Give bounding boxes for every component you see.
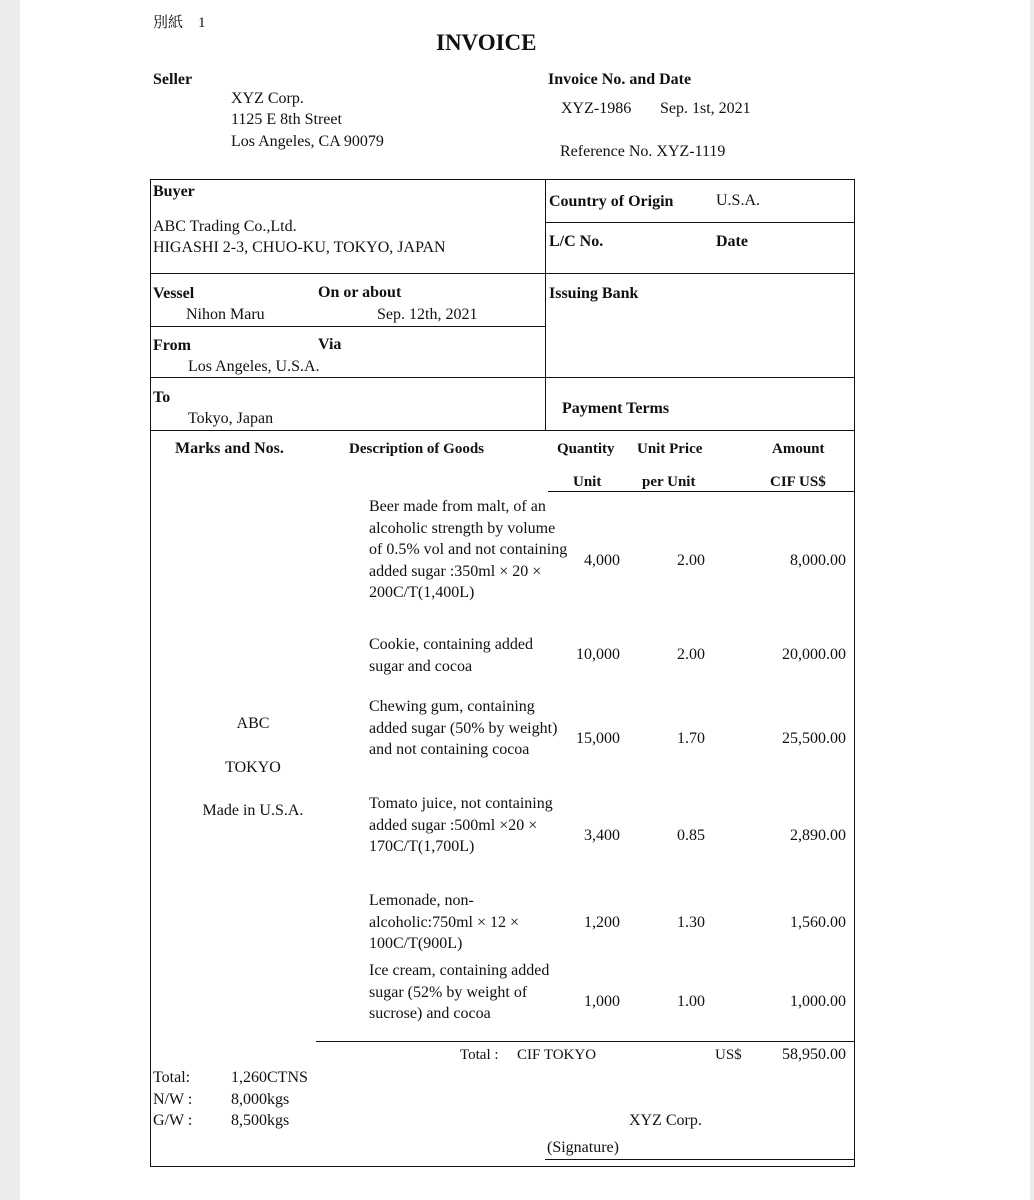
- gross-weight-label: G/W :: [153, 1112, 193, 1129]
- from-value: Los Angeles, U.S.A.: [188, 358, 320, 375]
- item-quantity: 15,000: [576, 730, 620, 747]
- payment-terms-label: Payment Terms: [562, 400, 670, 417]
- signature-label: (Signature): [547, 1139, 619, 1156]
- vessel-label: Vessel: [153, 285, 195, 302]
- item-quantity: 3,400: [584, 827, 620, 844]
- issuing-bank-label: Issuing Bank: [549, 285, 639, 302]
- lc-date-label: Date: [716, 233, 748, 250]
- buyer-label: Buyer: [153, 183, 195, 200]
- item-description: Beer made from malt, of an alcoholic strength by volume of 0.5% vol and not containing added sugar :350ml × 20 × 200C/T(1,400L): [369, 498, 568, 601]
- quantity-unit-header: Unit: [573, 474, 602, 490]
- item-amount: 1,560.00: [790, 914, 846, 931]
- invoice-page: [20, 0, 1030, 1200]
- marks-line-3: Made in U.S.A.: [202, 802, 304, 819]
- center-divider: [545, 179, 546, 430]
- buyer-divider: [150, 273, 855, 274]
- item-quantity: 4,000: [584, 552, 620, 569]
- packing-total-value: 1,260CTNS: [231, 1069, 308, 1086]
- item-description: Cookie, containing added sugar and cocoa: [369, 636, 533, 675]
- item-description: Lemonade, non-alcoholic:750ml × 12 × 100C/T(900L): [369, 892, 520, 952]
- invoice-number: XYZ-1986: [561, 100, 632, 117]
- buyer-address: HIGASHI 2-3, CHUO-KU, TOKYO, JAPAN: [153, 239, 446, 256]
- vessel-divider: [150, 326, 545, 327]
- seller-address-2: Los Angeles, CA 90079: [231, 133, 384, 150]
- amount-header: Amount: [772, 441, 825, 457]
- invoice-no-label: Invoice No. and Date: [548, 71, 692, 88]
- on-or-about-label: On or about: [318, 284, 402, 301]
- item-quantity: 1,200: [584, 914, 620, 931]
- origin-label: Country of Origin: [549, 193, 674, 210]
- signature-line: [545, 1159, 855, 1160]
- gross-weight-value: 8,500kgs: [231, 1112, 290, 1129]
- total-amount: 58,950.00: [782, 1046, 846, 1063]
- marks-line-1: ABC: [236, 715, 270, 732]
- buyer-name: ABC Trading Co.,Ltd.: [153, 218, 297, 235]
- item-unit-price: 0.85: [677, 827, 705, 844]
- via-label: Via: [318, 336, 342, 353]
- page-title: INVOICE: [436, 30, 537, 55]
- from-divider: [150, 377, 855, 378]
- quantity-header: Quantity: [557, 441, 615, 457]
- invoice-date: Sep. 1st, 2021: [660, 100, 751, 117]
- lc-label: L/C No.: [549, 233, 604, 250]
- amount-unit-header: CIF US$: [770, 474, 826, 490]
- signature-company: XYZ Corp.: [629, 1112, 702, 1129]
- description-header: Description of Goods: [349, 441, 484, 457]
- column-header-underline: [548, 491, 855, 492]
- item-amount: 25,500.00: [782, 730, 846, 747]
- vessel-value: Nihon Maru: [186, 306, 265, 323]
- to-label: To: [153, 389, 171, 406]
- table-header-divider: [150, 430, 855, 431]
- item-quantity: 1,000: [584, 993, 620, 1010]
- item-quantity: 10,000: [576, 646, 620, 663]
- item-amount: 1,000.00: [790, 993, 846, 1010]
- unit-price-unit-header: per Unit: [642, 474, 696, 490]
- item-amount: 20,000.00: [782, 646, 846, 663]
- seller-name: XYZ Corp.: [231, 90, 304, 107]
- from-label: From: [153, 337, 191, 354]
- net-weight-value: 8,000kgs: [231, 1091, 290, 1108]
- item-unit-price: 1.00: [677, 993, 705, 1010]
- to-value: Tokyo, Japan: [188, 410, 274, 427]
- item-description: Tomato juice, not containing added sugar :500ml ×20 × 170C/T(1,700L): [369, 795, 553, 855]
- net-weight-label: N/W :: [153, 1091, 193, 1108]
- packing-total-label: Total:: [153, 1069, 191, 1086]
- reference-number: Reference No. XYZ-1119: [560, 143, 726, 160]
- seller-label: Seller: [153, 71, 193, 88]
- item-description: Ice cream, containing added sugar (52% by weight of sucrose) and cocoa: [369, 962, 550, 1022]
- item-amount: 8,000.00: [790, 552, 846, 569]
- marks-header: Marks and Nos.: [175, 440, 284, 457]
- item-description: Chewing gum, containing added sugar (50% by weight) and not containing cocoa: [369, 698, 558, 758]
- origin-value: U.S.A.: [716, 192, 761, 209]
- total-terms: CIF TOKYO: [517, 1047, 597, 1063]
- unit-price-header: Unit Price: [637, 441, 703, 457]
- origin-divider: [545, 222, 855, 223]
- on-or-about-value: Sep. 12th, 2021: [377, 306, 478, 323]
- item-unit-price: 1.70: [677, 730, 705, 747]
- item-unit-price: 2.00: [677, 552, 705, 569]
- marks-line-2: TOKYO: [225, 759, 281, 776]
- item-unit-price: 1.30: [677, 914, 705, 931]
- total-currency: US$: [715, 1047, 742, 1063]
- total-label: Total :: [460, 1047, 499, 1063]
- item-unit-price: 2.00: [677, 646, 705, 663]
- annex-label: 別紙 1: [153, 15, 206, 31]
- item-amount: 2,890.00: [790, 827, 846, 844]
- seller-address-1: 1125 E 8th Street: [231, 111, 342, 128]
